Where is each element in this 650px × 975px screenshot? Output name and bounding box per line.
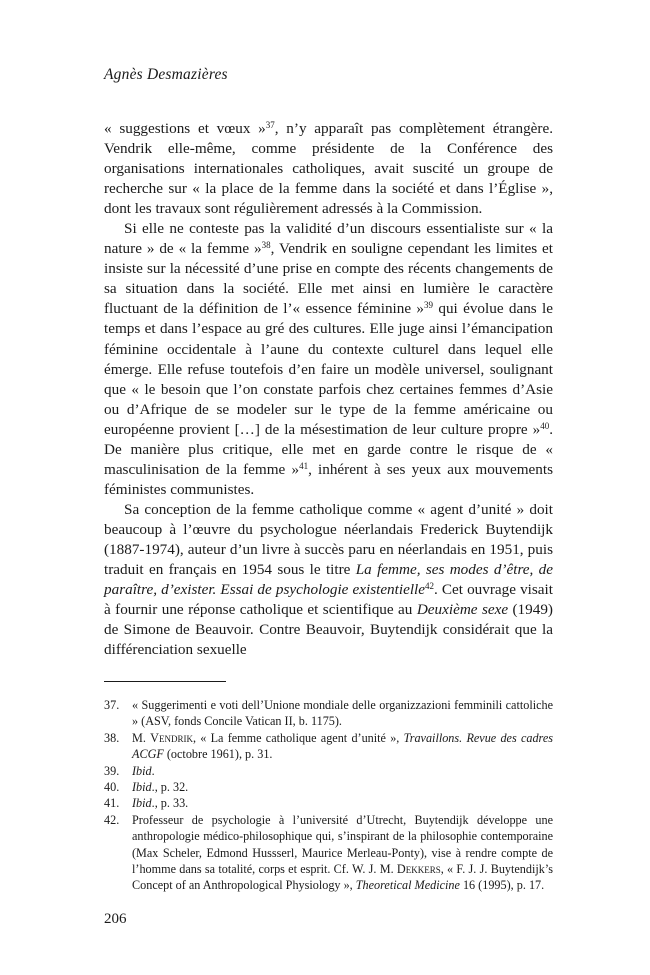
footnote-separator: [104, 681, 226, 682]
book-title: La femme, ses modes d’être, de paraître, d’exister. Essai de psychologie existentielle: [104, 561, 553, 599]
footnote-ref: 41: [299, 460, 309, 471]
footnote-42: 42. Professeur de psychologie à l’université d’Utrecht, Buytendijk développe une anthropologie médico-philosophique qui, s’inspirant de la philosophie contemporaine (Max Scheler, Edmond Hussserl, Maurice Merleau-Ponty), vise à rendre compte de l’homme dans sa totalité, corps et esprit. Cf. W. J. M. Dekkers, « F. J. J. Buytendijk’s Concept of an Anthropological Physiology », Theoretical Medicine 16 (1995), p. 17.: [104, 812, 553, 893]
paragraph: Sa conception de la femme catholique comme « agent d’unité » doit beaucoup à l’œuvre du psychologue néerlandais Frederick Buytendijk (1887-1974), auteur d’un livre à succès paru en néerlandais en 1951, puis traduit en français en 1954 sous le titre La femme, ses modes d’être, de paraître, d’exister. Essai de psychologie existentielle$^{42}$. Cet ouvrage visait à fournir une réponse catholique et scientifique au Deuxième sexe (1949) de Simone de Beauvoir. Contre Beauvoir, Buytendijk considérait que la différenciation sexuelle: [104, 500, 553, 659]
footnote-ref: 42: [425, 581, 435, 592]
footnote-ref: 38: [261, 240, 271, 251]
footnote-ref: 37: [265, 120, 275, 130]
footnote-ref: 39: [424, 300, 434, 311]
footnote-38: 38. M. Vendrik, « La femme catholique agent d’unité », Travaillons. Revue des cadres ACGF (octobre 1961), p. 31.: [104, 730, 553, 762]
page-number: 206: [104, 911, 127, 927]
main-text: [104, 119, 553, 660]
footnote-39: 39. Ibid.: [104, 763, 155, 778]
footnote-40: 40. Ibid., p. 32.: [104, 780, 189, 795]
paragraph: « suggestions et vœux »$^{37}$, n’y apparaît pas complètement étrangère. Vendrik elle-même, comme présidente de la Conférence des organisations internationales catholiques, avait suscité un groupe de recherche sur « la place de la femme dans la société et dans l’Église », dont les travaux sont régulièrement adressés à la Commission.: [104, 120, 553, 218]
book-title: Deuxième sexe: [416, 601, 509, 619]
paragraph: Si elle ne conteste pas la validité d’un discours essentialiste sur « la nature » de « la femme »$^{38}$, Vendrik en souligne cependant les limites et insiste sur la nécessité d’une prise en compte des récents changements de sa situation dans la société. Elle met ainsi en lumière le caractère fluctuant de la définition de l’« essence féminine »$^{39}$ qui évolue dans le temps et dans l’espace au gré des cultures. Elle juge ainsi l’émancipation féminine occidentale à l’aune du contexte culturel dans lequel elle émerge. Elle refuse toutefois d’en faire un modèle universel, soulignant que « le besoin que l’on constate parfois chez certaines femmes d’Asie ou d’Afrique de se modeler sur le type de la femme américaine ou européenne provient […] de la mésestimation de leur culture propre »$^{40}$. De manière plus critique, elle met en garde contre le risque de « masculinisation de la femme »$^{41}$, inhérent à ses yeux aux mouvements féministes communistes.: [104, 220, 553, 498]
footnote-41: 41. Ibid., p. 33.: [104, 796, 189, 811]
footnote-ref: 40: [540, 420, 550, 431]
running-header-author: Agnès Desmazières: [104, 66, 228, 83]
footnote-37: 37. « Suggerimenti e voti dell’Unione mondiale delle organizzazioni femminili cattoliche » (ASV, fonds Concile Vatican II, b. 1175).: [104, 698, 553, 729]
footnotes: [104, 697, 553, 894]
